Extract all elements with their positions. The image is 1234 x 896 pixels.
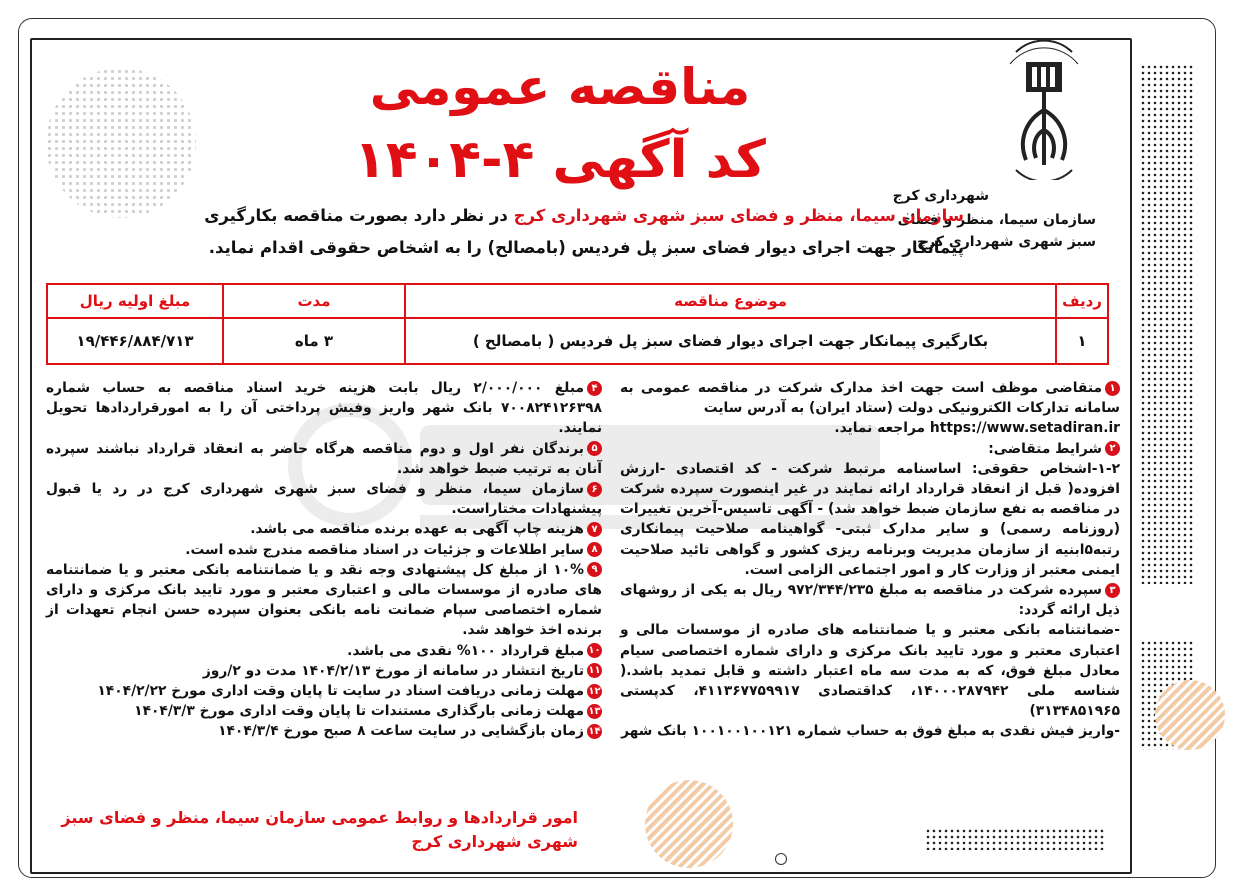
ad-code-title: کد آگهی ۴-۱۴۰۴	[354, 130, 766, 190]
list-item	[46, 560, 602, 641]
item-text: ۱-۲-اشخاص حقوقی: اساسنامه مرتبط شرکت - کد اقتصادی -ارزش افزوده( قبل از انعقاد قرارداد ارائه نمایند در غیر اینصورت سپرده شرکت در مناقصه به نفع سازمان ضبط خواهد شد) - آگهی تاسیس-آخرین تغییرات (روزنامه رسمی) و سایر مدارک ثبتی- گواهینامه صلاحیت پیمانکاری رتبه۵ابنیه از سازمان مدیریت وبرنامه ریزی کشور و گواهی تائید صلاحیت ایمنی معتبر از وزارت کار و امور اجتماعی الزامی است.	[620, 460, 1120, 578]
setad-url-link[interactable]: https://www.setadiran.ir	[929, 420, 1120, 437]
item-text: تاریخ انتشار در سامانه از مورخ ۱۴۰۴/۲/۱۳ مدت دو ۲/روز	[202, 662, 584, 679]
list-item	[46, 519, 602, 539]
item-text: مهلت زمانی بارگذاری مستندات تا پایان وقت اداری مورخ ۱۴۰۴/۳/۳	[134, 703, 584, 720]
list-item	[620, 721, 1120, 741]
item-number: ۱۳	[588, 705, 601, 717]
org-name-line2: سبز شهری شهرداری کرج	[917, 234, 1096, 250]
page-title: مناقصه عمومی	[369, 58, 751, 116]
item-text: سپرده شرکت در مناقصه به مبلغ ۹۷۲/۳۴۴/۲۳۵ ریال به یکی از روشهای ذیل ارائه گردد:	[620, 582, 1120, 619]
list-item	[46, 701, 602, 721]
item-number: ۱	[1105, 381, 1120, 396]
item-text: برندگان نفر اول و دوم مناقصه هرگاه حاضر به انعقاد قرارداد نباشند سپرده آنان به ترتیب ضبط خواهد شد.	[46, 440, 602, 477]
item-text: سازمان سیما، منظر و فضای سبز شهری شهرداری کرج در رد یا قبول پیشنهادات مختاراست.	[46, 481, 602, 518]
cell-duration: ۳ ماه	[223, 318, 405, 364]
tender-table	[46, 283, 1109, 365]
item-number: ۹	[587, 562, 602, 577]
header-initial-amount: مبلغ اولیه ریال	[47, 284, 223, 318]
list-item	[46, 540, 602, 560]
list-item	[620, 459, 1120, 580]
table-header-row	[47, 284, 1108, 318]
org-name-line1: سازمان سیما، منظر و فضای	[897, 212, 1096, 228]
cell-subject: بکارگیری پیمانکار جهت اجرای دیوار فضای سبز پل فردیس ( بامصالح )	[405, 318, 1056, 364]
item-number: ۸	[587, 542, 602, 557]
intro-org-name: سازمان سیما، منظر و فضای سبز شهری شهرداری کرج	[513, 206, 964, 225]
list-item	[46, 661, 602, 681]
list-item	[620, 378, 1120, 418]
footer-signature	[48, 806, 578, 854]
karaj-municipality-logo	[996, 40, 1092, 180]
intro-line1-rest: در نظر دارد بصورت مناقصه بکارگیری	[204, 206, 508, 225]
footer-line2: شهری شهرداری کرج	[411, 832, 578, 851]
intro-line2: پیمانکار جهت اجرای دیوار فضای سبز پل فردیس (بامصالح) را به اشخاص حقوقی اقدام نماید.	[208, 238, 964, 257]
item-text: زمان بازگشایی در سایت ساعت ۸ صبح مورخ ۱۴۰۴/۳/۴	[218, 723, 584, 740]
item-text: متقاضی موظف است جهت اخذ مدارک شرکت در مناقصه عمومی به سامانه تدارکات الکترونیکی دولت (ستاد ایران) به آدرس سایت	[620, 380, 1120, 417]
conditions-right-column	[620, 378, 1120, 742]
item-number: ۷	[587, 522, 602, 537]
list-item	[46, 439, 602, 479]
item-text: سایر اطلاعات و جزئیات در اسناد مناقصه مندرج شده است.	[185, 541, 584, 558]
item-text: -واریز فیش نقدی به مبلغ فوق به حساب شماره ۱۰۰۱۰۰۱۰۰۱۲۱ بانک شهر	[621, 723, 1120, 740]
orange-circle-decor-right	[1155, 680, 1225, 750]
item-text: هزینه چاپ آگهی به عهده برنده مناقصه می باشد.	[250, 521, 584, 538]
item-number: ۲	[1105, 441, 1120, 456]
footer-line1: امور قراردادها و روابط عمومی سازمان سیما، منظر و فضای سبز	[61, 808, 578, 827]
list-item	[46, 721, 602, 741]
item-number: ۵	[587, 441, 602, 456]
table-row	[47, 318, 1108, 364]
cell-initial-amount: ۱۹/۴۴۶/۸۸۴/۷۱۳	[47, 318, 223, 364]
list-item	[46, 479, 602, 519]
item-number: ۶	[587, 482, 602, 497]
list-item	[46, 681, 602, 701]
list-item	[620, 418, 1120, 438]
header-duration: مدت	[223, 284, 405, 318]
item-number: ۱۲	[588, 685, 601, 697]
list-item	[620, 620, 1120, 721]
item-text: مبلغ قرارداد ۱۰۰% نقدی می باشد.	[347, 642, 584, 659]
dot-pattern-right	[1140, 64, 1194, 584]
list-item	[46, 378, 602, 439]
header-row-number: ردیف	[1056, 284, 1108, 318]
item-text: مبلغ ۲/۰۰۰/۰۰۰ ریال بابت هزینه خرید اسناد مناقصه به حساب شماره ۷۰۰۸۲۴۱۲۶۳۹۸ بانک شهر واریز وفیش پرداختی آن را به امورقراردادها تحویل نمایند.	[46, 380, 602, 437]
list-item	[620, 439, 1120, 459]
logo-caption: شهرداری کرج	[892, 188, 989, 204]
item-text: شرایط متقاضی:	[988, 440, 1102, 457]
cell-row-number: ۱	[1056, 318, 1108, 364]
conditions-left-column	[46, 378, 602, 742]
item-text: مراجعه نماید.	[834, 420, 930, 437]
item-text: ۱۰% از مبلغ کل پیشنهادی وجه نقد و یا ضمانتنامه بانکی معتبر و یا ضمانتنامه های صادره از موسسات مالی و اعتباری معتبر و مورد تایید بانک مرکزی و دارای شماره اختصاصی سپام ضمانت نامه بانکی بعنوان سپرده حسن انجام تعهدات از برنده اخذ خواهد شد.	[46, 561, 602, 639]
item-number: ۴	[587, 381, 602, 396]
item-text: -ضمانتنامه بانکی معتبر و یا ضمانتنامه های صادره از موسسات مالی و اعتباری معتبر و مورد تایید بانک مرکزی و دارای شماره اختصاصی سیام معادل مبلغ فوق، که به مدت سه ماه اعتبار داشته و قابل تمدید باشد.( شناسه ملی ۱۴۰۰۰۲۸۷۹۴۲، کداقتصادی ۴۱۱۳۶۷۷۵۹۹۱۷، کدپستی ۳۱۳۴۸۵۱۹۶۵)	[620, 622, 1120, 720]
header-subject: موضوع مناقصه	[405, 284, 1056, 318]
intro-line1	[204, 206, 964, 225]
item-number: ۱۱	[588, 665, 601, 677]
item-number: ۱۴	[588, 725, 601, 737]
item-number: ۱۰	[588, 645, 601, 657]
list-item	[46, 641, 602, 661]
item-number: ۳	[1105, 583, 1120, 598]
list-item	[620, 580, 1120, 620]
item-text: مهلت زمانی دریافت اسناد در سایت تا پایان وقت اداری مورخ ۱۴۰۴/۲/۲۲	[97, 683, 584, 700]
